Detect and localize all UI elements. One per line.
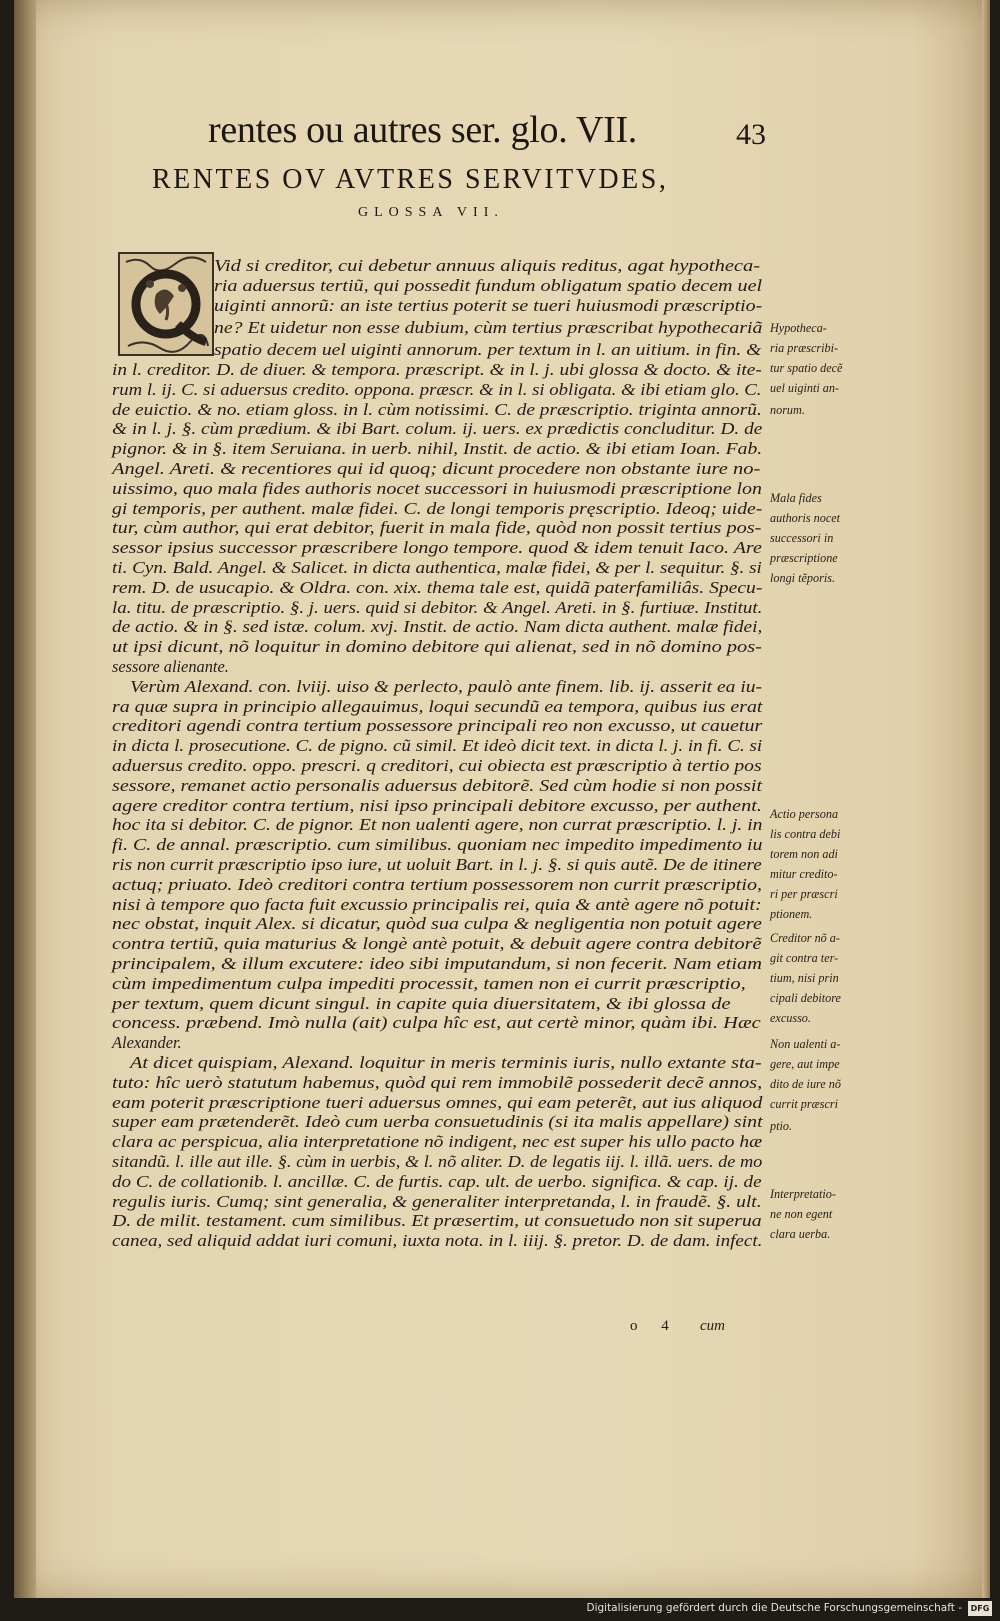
body-line: in dicta l. prosecutione. C. de pigno. cũ simil. Et ideò dicit text. in dicta l. j. in fi. C. si — [112, 736, 763, 756]
dfg-logo: DFG — [968, 1601, 992, 1616]
margin-note-line: currit præscri — [770, 1097, 839, 1111]
body-line: do C. de collationib. l. ancillæ. C. de furtis. cap. ult. de uerbo. significa. & cap. ij. de — [112, 1171, 762, 1191]
body-line: principalem, & illum excutere: ideo sibi imputandum, si non fecerit. Nam etiam — [112, 954, 762, 973]
margin-note-line: git contra ter- — [770, 951, 839, 965]
body-line: ris non currit præscriptio ipso iure, ut uoluit Bart. in l. j. §. si quis autẽ. De de itinere — [112, 855, 762, 874]
body-line: pignor. & in §. item Seruiana. in uerb. nihil, Instit. de actio. & ibi etiam Ioan. Fab. — [112, 439, 763, 459]
body-line: ria aduersus tertiũ, qui possedit fundum obligatum spatio decem uel — [214, 276, 763, 295]
margin-note-line: ria præscribi- — [770, 341, 839, 355]
digitization-footer — [0, 1598, 1000, 1621]
body-line: uiginti annorũ: an iste tertius poterit se tueri huiusmodi præscriptio- — [214, 296, 763, 315]
page-edge — [982, 0, 990, 1598]
body-line: sessore, remanet actio personalis aduersus debitorẽ. Sed cùm hodie si non possit — [112, 775, 763, 795]
margin-note-line: Non ualenti a- — [770, 1037, 841, 1051]
body-line: ne? Et uidetur non esse dubium, cùm tertius præscribat hypothecariã — [214, 318, 763, 337]
body-line: ut ipsi dicunt, nõ loquitur in domino debitore qui alienat, sed in nõ domino pos- — [112, 637, 762, 657]
body-line: fi. C. de annal. præscriptio. cum similibus. quoniam nec impedito impedimento iu — [112, 835, 763, 855]
body-line: gi temporis, per authent. malæ fidei. C. de longi temporis pręscriptio. Ideoq; uide- — [112, 498, 763, 518]
margin-note-line: ptio. — [770, 1119, 793, 1133]
margin-note-line: tium, nisi prin — [770, 971, 839, 985]
margin-note-line: mitur credito- — [770, 867, 838, 881]
body-line: contra tertiũ, quia maturius & longè antè potuit, & debuit agere contra debitorẽ — [112, 934, 762, 954]
decorated-initial-Q-icon — [118, 252, 214, 356]
glossa-label: GLOSSA VII. — [358, 205, 504, 220]
body-line: cùm impedimentum culpa impediti processit, tamen non ei currit præscriptio, — [112, 973, 746, 993]
margin-note-line: cipali debitore — [770, 991, 841, 1005]
body-line: concess. præbend. Imò nulla (ait) culpa hîc est, aut certè minor, quàm ibi. Hæc — [112, 1013, 761, 1033]
body-line: spatio decem uel uiginti annorum. per textum in l. an uitium. in fin. & — [214, 340, 762, 359]
body-line: sessore alienante. — [112, 657, 229, 676]
body-line: eam poterit præscriptione tueri aduersus omnes, qui eam peterẽt, aut ius aliquod — [112, 1092, 763, 1112]
body-line: Alexander. — [112, 1033, 182, 1053]
body-line: ra quæ supra in principio allegauimus, loqui secundũ ea tempora, quibus ius erat — [112, 696, 763, 716]
body-line: uissimo, quo mala fides authoris nocet successori in huiusmodi præscriptione lon — [112, 478, 762, 498]
running-head: rentes ou autres ser. glo. VII. — [208, 109, 637, 151]
body-line: D. de milit. testament. cum similibus. Et præsertim, ut consuetudo non sit superua — [112, 1211, 762, 1231]
margin-note-line: uel uiginti an- — [770, 381, 840, 395]
margin-note-line: ptionem. — [770, 907, 813, 921]
body-line: super eam prætenderẽt. Ideò cum uerba consuetudinis (si ita malis appellare) sint — [112, 1112, 763, 1132]
margin-note-line: Hypotheca- — [770, 321, 827, 335]
body-line: ti. Cyn. Bald. Angel. & Salicet. in dicta authentica, malæ fidei, & per l. sequitur. §. si — [112, 558, 762, 577]
margin-note-line: præscriptione — [770, 551, 838, 565]
body-line: agere creditor contra tertium, nisi ipso principali debitore excusso, per authent. — [112, 795, 762, 815]
margin-note-line: ri per præscri — [770, 887, 838, 901]
signature-mark: o 4 — [630, 1318, 679, 1334]
margin-note-line: Mala fides — [770, 491, 822, 505]
body-line: la. titu. de præscriptio. §. j. uers. quid si debitor. & Angel. Areti. in §. furtiuæ. Institut. — [112, 597, 763, 617]
body-line: in l. creditor. D. de diuer. & tempora. præscript. & in l. j. ubi glossa & docto. & ite- — [112, 360, 762, 379]
page-gutter — [14, 0, 36, 1598]
body-line: Verùm Alexand. con. lviij. uiso & perlecto, paulò ante finem. lib. ij. asserit ea iu- — [130, 676, 763, 696]
body-line: nisi à tempore quo facta fuit excussio principalis rei, quia & antè agere nõ potuit: — [112, 894, 762, 914]
margin-note-line: Actio persona — [770, 807, 839, 821]
margin-note-line: dito de iure nõ — [770, 1077, 841, 1091]
body-line: sessor ipsius successor præscribere longo tempore. quod & idem tenuit Iaco. Are — [112, 538, 762, 558]
body-line: tuto: hîc uerò statutum habemus, quòd qui rem immobilẽ possederit decẽ annos, — [112, 1072, 763, 1092]
body-line: regulis iuris. Cumq; sint generalia, & generaliter interpretanda, l. in fraudẽ. §. ult. — [112, 1191, 762, 1211]
margin-note-line: authoris nocet — [770, 511, 841, 525]
body-line: sitandũ. l. ille aut ille. §. cùm in uerbis, & l. nõ aliter. D. de legatis iij. l. illã. uers. de mo — [112, 1152, 763, 1171]
digitization-credit: Digitalisierung gefördert durch die Deutsche Forschungsgemeinschaft - — [586, 1602, 962, 1614]
margin-note-line: longi tẽporis. — [770, 571, 836, 585]
body-line: clara ac perspicua, alia interpretatione nõ indigent, nec est super his ullo pacto hæ — [112, 1132, 763, 1152]
margin-note-line: excusso. — [770, 1011, 811, 1025]
margin-note-line: norum. — [770, 403, 805, 417]
margin-note-line: ne non egent — [770, 1207, 833, 1221]
catchword: cum — [700, 1318, 725, 1334]
body-line: Angel. Areti. & recentiores qui id quoq; dicunt procedere non obstante iure no- — [112, 459, 761, 478]
body-line: rum l. ij. C. si aduersus credito. oppona. præscr. & in l. si obligata. & ibi etiam glo. C. — [112, 379, 762, 399]
body-line: actuq; priuato. Ideò creditori contra tertium possessorem non currit præscriptio, — [112, 874, 762, 894]
margin-note-line: tur spatio decẽ — [770, 361, 843, 375]
body-line: creditori agendi contra tertium possessore principali reo non excusso, ut cauetur — [112, 716, 763, 736]
margin-note-line: lis contra debi — [770, 827, 841, 841]
section-title: RENTES OV AVTRES SERVITVDES, — [152, 164, 669, 195]
body-line: de euictio. & no. etiam gloss. in l. cùm notissimi. C. de præscriptio. triginta annorũ. — [112, 399, 762, 419]
body-line: de actio. & in §. sed istæ. colum. xvj. Instit. de actio. Nam dicta authent. malæ fidei, — [112, 617, 763, 637]
body-line: hoc ita si debitor. C. de pignor. Et non ualenti agere, non currat præscriptio. l. j. in — [112, 815, 763, 835]
margin-note-line: gere, aut impe — [770, 1057, 840, 1071]
margin-note-line: successori in — [770, 531, 834, 545]
body-line: rem. D. de usucapio. & Oldra. con. xix. thema tale est, quidã paterfamiliâs. Specu- — [112, 577, 763, 597]
margin-note-line: torem non adi — [770, 847, 838, 861]
body-line: At dicet quispiam, Alexand. loquitur in meris terminis iuris, nullo extante sta- — [130, 1053, 762, 1072]
body-line: Vid si creditor, cui debetur annuus aliquis reditus, agat hypotheca- — [214, 256, 761, 275]
body-line: canea, sed aliquid addat iuri comuni, iuxta nota. in l. iiij. §. pretor. D. de dam. infect. — [112, 1231, 763, 1251]
body-line: nec obstat, inquit Alex. si dicatur, quòd sua culpa & negligentia non potuit agere — [112, 914, 762, 934]
margin-note-line: Creditor nõ a- — [770, 931, 840, 945]
margin-note-line: clara uerba. — [770, 1227, 831, 1241]
body-line: tur, cùm author, qui erat debitor, fuerit in mala fide, quòd non possit tertius pos- — [112, 518, 762, 538]
folio-number: 43 — [736, 118, 766, 151]
margin-note-line: Interpretatio- — [770, 1187, 836, 1201]
body-line: per textum, quem dicunt singul. in capite quia diuersitatem, & ibi glossa de — [112, 993, 731, 1013]
body-line: aduersus credito. oppo. prescri. q creditori, cui obiecta est præscriptio à tertio pos — [112, 756, 762, 775]
body-line: & in l. j. §. cùm prædium. & ibi Bart. colum. ij. uers. ex prædictis concluditur. D. de — [112, 419, 763, 439]
